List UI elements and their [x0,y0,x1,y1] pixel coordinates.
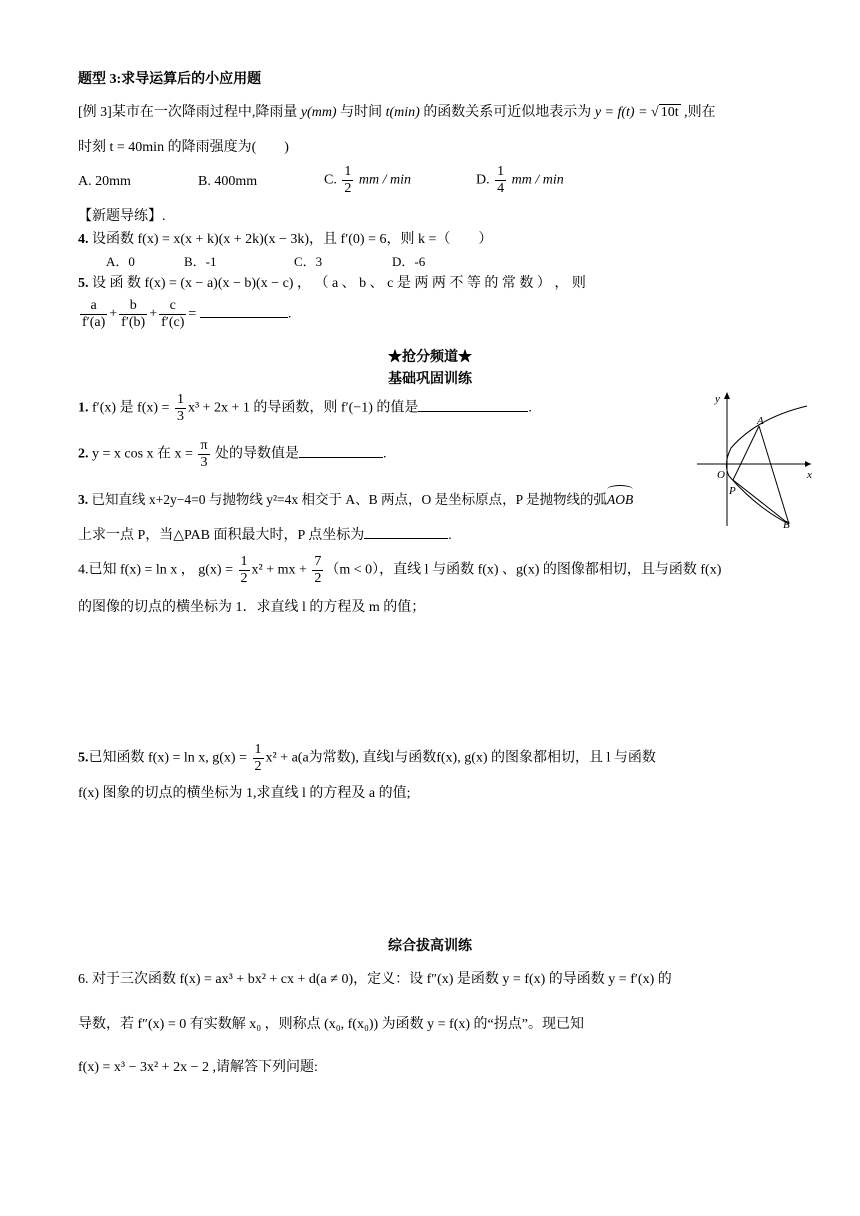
grab-score-title: ★抢分频道★ [388,350,472,365]
segment-pb [733,480,789,524]
q4-choice: D．-6 [392,254,426,269]
answer-blank [200,303,288,318]
new-exercises-title: 【新题导练】. [78,209,166,224]
answer-blank [299,443,383,458]
q4-choices [106,252,425,272]
basic-q3-line2: 上求一点 P，当△PAB 面积最大时，P 点坐标为 . [78,524,452,546]
basic-training-title: 基础巩固训练 [388,372,472,387]
advanced-training-title: 综合拔高训练 [388,939,472,954]
fraction: $\frac{a}{f'(a)}$ [82,298,106,330]
answer-blank [418,397,528,412]
q4-stem: 4. 设函数 f(x) = x(x + k)(x + 2k)(x − 3k)，且 f′(0) = 6，则 k =（ ） [78,232,493,247]
choice-a: A. 20mm [78,174,131,189]
basic-q5-line1: 5.已知函数 f(x) = ln x, g(x) = $\frac{1}{2}$ x² + a(a为常数), 直线l与函数f(x), g(x) 的图象都相切，且 l 与函数 [78,742,656,774]
answer-blank [364,524,448,539]
q5-stem: 5. 设 函 数 f(x) = (x − a)(x − b)(x − c) ， （ a 、 b 、 c 是 两 两 不 等 的 常 数 ） ， 则 [78,276,586,291]
fraction: $\frac{\pi}{3}$ [200,438,208,470]
fraction: $\frac{1}{3}$ [176,392,184,424]
section-title: 题型 3:求导运算后的小应用题 [78,72,262,87]
x-label: x [807,469,812,481]
fraction: $\frac{1}{2}$ [240,554,248,586]
basic-q2: 2. y = x cos x 在 x = $\frac{\pi}{3}$ 处的导数值是 . [78,438,387,470]
fraction: $\frac{1}{4}$ [497,164,505,196]
q4-choice: B．-1 [184,254,217,269]
y-axis-arrow [724,392,730,399]
x-axis-arrow [805,461,811,467]
point-b-label: B [783,519,790,528]
fraction: $\frac{1}{2}$ [254,742,262,774]
basic-q5-line2: f(x) 图象的切点的横坐标为 1,求直线 l 的方程及 a 的值; [78,786,411,801]
q4-choice: A．0 [106,254,135,269]
q6-line1: 6. 对于三次函数 f(x) = ax³ + bx² + cx + d(a ≠ 0)，定义：设 f″(x) 是函数 y = f(x) 的导函数 y = f′(x) 的 [78,972,672,987]
point-p-label: P [729,485,736,497]
choice-b: B. 400mm [198,174,258,189]
fraction: $\frac{b}{f'(b)}$ [121,298,146,330]
q6-line2: 导数，若 f″(x) = 0 有实数解 x₀ ，则称点 (x₀, f(x₀)) 为函数 y = f(x) 的“拐点”。现已知 [78,1017,584,1032]
fraction: $\frac{1}{2}$ [344,164,352,196]
basic-q4-line1: 4.已知 f(x) = ln x ， g(x) = $\frac{1}{2}$ x² + mx + $\frac{7}{2}$ （m < 0），直线 l 与函数 f(x) 、g(x) 的图像都相切，且与函数 f(x) [78,554,722,586]
basic-q4-line2: 的图像的切点的横坐标为 1．求直线 l 的方程及 m 的值； [78,600,426,615]
q6-line3: f(x) = x³ − 3x² + 2x − 2 ,请解答下列问题: [78,1060,318,1075]
arc-label: AOB [607,490,633,510]
point-a-label: A [757,415,764,427]
choice-d: D. $\frac{1}{4}$ mm / min [476,164,564,196]
q5-expression: $\frac{a}{f'(a)}$ + $\frac{b}{f'(b)}$ + $\frac{c}{f'(c)}$ = . [82,298,292,330]
line-ab [759,426,789,524]
y-label: y [715,393,720,405]
fraction: $\frac{c}{f'(c)}$ [161,298,185,330]
q4-choice: C．3 [294,254,323,269]
parabola-figure [697,388,817,528]
basic-q1: 1. f′(x) 是 f(x) = $\frac{1}{3}$ x³ + 2x + 1 的导函数，则 f′(−1) 的值是 . [78,392,532,424]
example3-line1: [例 3]某市在一次降雨过程中,降雨量 y(mm) 与时间 t(min) 的函数关系可近似地表示为 y = f(t) = √ 10t ,则在 [78,105,716,120]
basic-q3-line1: 3. 已知直线 x+2y−4=0 与抛物线 y²=4x 相交于 A、B 两点，O 是坐标原点，P 是抛物线的弧 AOB [78,490,633,510]
choice-c: C. $\frac{1}{2}$ mm / min [324,164,411,196]
example3-line2: 时刻 t = 40min 的降雨强度为( ) [78,140,289,155]
fraction: $\frac{7}{2}$ [314,554,322,586]
arc-mark [607,485,633,494]
point-o-label: O [717,469,725,481]
example3-choices [78,164,778,200]
